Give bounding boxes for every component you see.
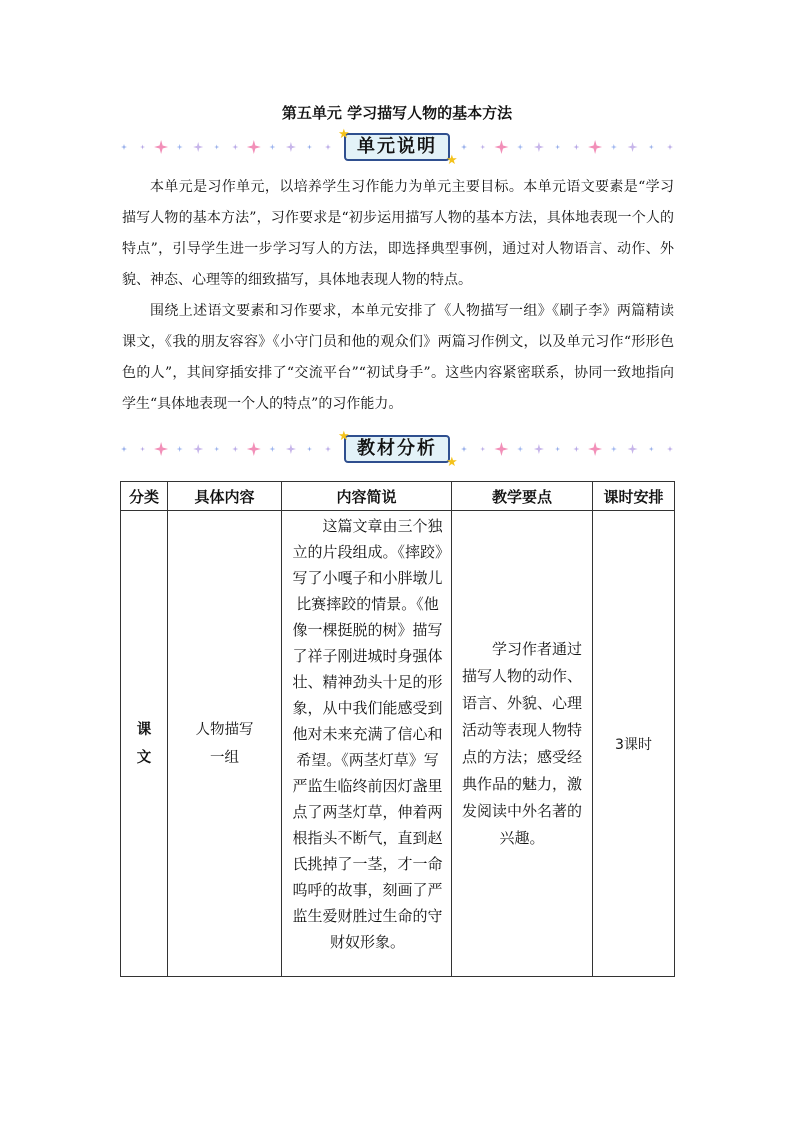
sparkle-shape — [325, 446, 331, 452]
sparkle-shape — [214, 145, 219, 150]
sparkle-shape — [534, 142, 544, 152]
key-points-cell: 学习作者通过描写人物的动作、语言、外貌、心理活动等表现人物特点的方法；感受经典作品的魅力，激发阅读中外名著的兴趣。 — [452, 511, 593, 977]
sparkle-shape — [154, 140, 168, 154]
sparkle-shape — [461, 144, 467, 150]
sparkle-shape — [480, 145, 485, 150]
sparkle-shape — [628, 142, 638, 152]
sparkle-shape — [140, 145, 145, 150]
sparkle-shape — [534, 444, 544, 454]
sparkle-shape — [555, 145, 560, 150]
column-header: 具体内容 — [168, 482, 282, 511]
sparkle-shape — [121, 144, 127, 150]
sparkle-shape — [667, 446, 673, 452]
table-header-row — [121, 482, 675, 511]
star-icon: ★ — [446, 455, 458, 470]
sparkle-shape — [667, 144, 673, 150]
section-banner-unit-intro — [118, 127, 676, 168]
sparkle-shape — [649, 447, 654, 452]
sparkle-shape — [325, 144, 331, 150]
star-icon: ★ — [446, 153, 458, 168]
page-title: 第五单元 学习描写人物的基本方法 — [281, 104, 513, 122]
column-header: 教学要点 — [452, 482, 593, 511]
section-title-analysis: 教材分析 — [344, 435, 450, 463]
sparkle-shape — [286, 142, 296, 152]
sparkle-shape — [307, 145, 312, 150]
table-row — [121, 511, 675, 977]
sparkle-shape — [232, 144, 238, 150]
star-icon: ★ — [338, 127, 350, 142]
section-title-unit-intro: 单元说明 — [344, 133, 450, 161]
sparkle-shape — [140, 447, 145, 452]
analysis-table — [120, 481, 675, 977]
sparkle-shape — [269, 144, 275, 150]
sparkle-shape — [193, 142, 203, 152]
category-cell — [121, 511, 168, 977]
sparkle-shape — [555, 447, 560, 452]
sparkle-shape — [573, 144, 579, 150]
column-header: 内容简说 — [282, 482, 452, 511]
column-header: 课时安排 — [593, 482, 675, 511]
sparkle-shape — [611, 446, 617, 452]
sparkle-shape — [232, 446, 238, 452]
sparkle-shape — [649, 145, 654, 150]
sparkle-shape — [588, 442, 602, 456]
sparkle-shape — [307, 447, 312, 452]
column-header: 分类 — [121, 482, 168, 511]
star-icon: ★ — [338, 429, 350, 444]
content-cell — [168, 511, 282, 977]
sparkle-shape — [286, 444, 296, 454]
sparkle-shape — [121, 446, 127, 452]
sparkle-shape — [269, 446, 275, 452]
paragraph-unit-intro-1: 本单元是习作单元，以培养学生习作能力为单元主要目标。本单元语文要素是“学习描写人物的基本方法”，习作要求是“初步运用描写人物的基本方法，具体地表现一个人的特点”，引导学生进一步学习写人的方法，即选择典型事例，通过对人物语言、动作、外貌、神态、心理等的细致描写，具体地表现人物的特点。 — [122, 179, 674, 288]
sparkle-shape — [588, 140, 602, 154]
sparkle-shape — [247, 442, 261, 456]
sparkle-shape — [177, 144, 183, 150]
sparkle-shape — [573, 446, 579, 452]
summary-cell: 这篇文章由三个独立的片段组成。《摔跤》写了小嘎子和小胖墩儿比赛摔跤的情景。《他像一棵挺脱的树》描写了祥子刚进城时身强体壮、精神劲头十足的形象，从中我们能感受到他对未来充满了信心和希望。《两茎灯草》写严监生临终前因灯盏里点了两茎灯草，伸着两根指头不断气，直到赵氏挑掉了一茎，才一命呜呼的故事，刻画了严监生爱财胜过生命的守财奴形象。 — [282, 511, 452, 977]
sparkle-shape — [494, 442, 508, 456]
section-banner-analysis — [118, 429, 676, 470]
sparkle-shape — [461, 446, 467, 452]
sparkle-shape — [480, 447, 485, 452]
category-text: 课文 — [136, 721, 152, 766]
sparkle-shape — [517, 144, 523, 150]
sparkle-shape — [154, 442, 168, 456]
sparkle-shape — [214, 447, 219, 452]
sparkle-shape — [193, 444, 203, 454]
sparkle-shape — [177, 446, 183, 452]
sparkle-shape — [517, 446, 523, 452]
hours-cell: 3课时 — [593, 511, 675, 977]
content-text: 人物描写一组 — [195, 721, 254, 766]
sparkle-shape — [628, 444, 638, 454]
sparkle-shape — [494, 140, 508, 154]
sparkle-shape — [611, 144, 617, 150]
sparkle-shape — [247, 140, 261, 154]
paragraph-unit-intro-2: 围绕上述语文要素和习作要求，本单元安排了《人物描写一组》《刷子李》两篇精读课文，《我的朋友容容》《小守门员和他的观众们》两篇习作例文，以及单元习作“形形色色的人”，其间穿插安排了“交流平台”“初试身手”。这些内容紧密联系，协同一致地指向学生“具体地表现一个人的特点”的习作能力。 — [122, 303, 674, 412]
